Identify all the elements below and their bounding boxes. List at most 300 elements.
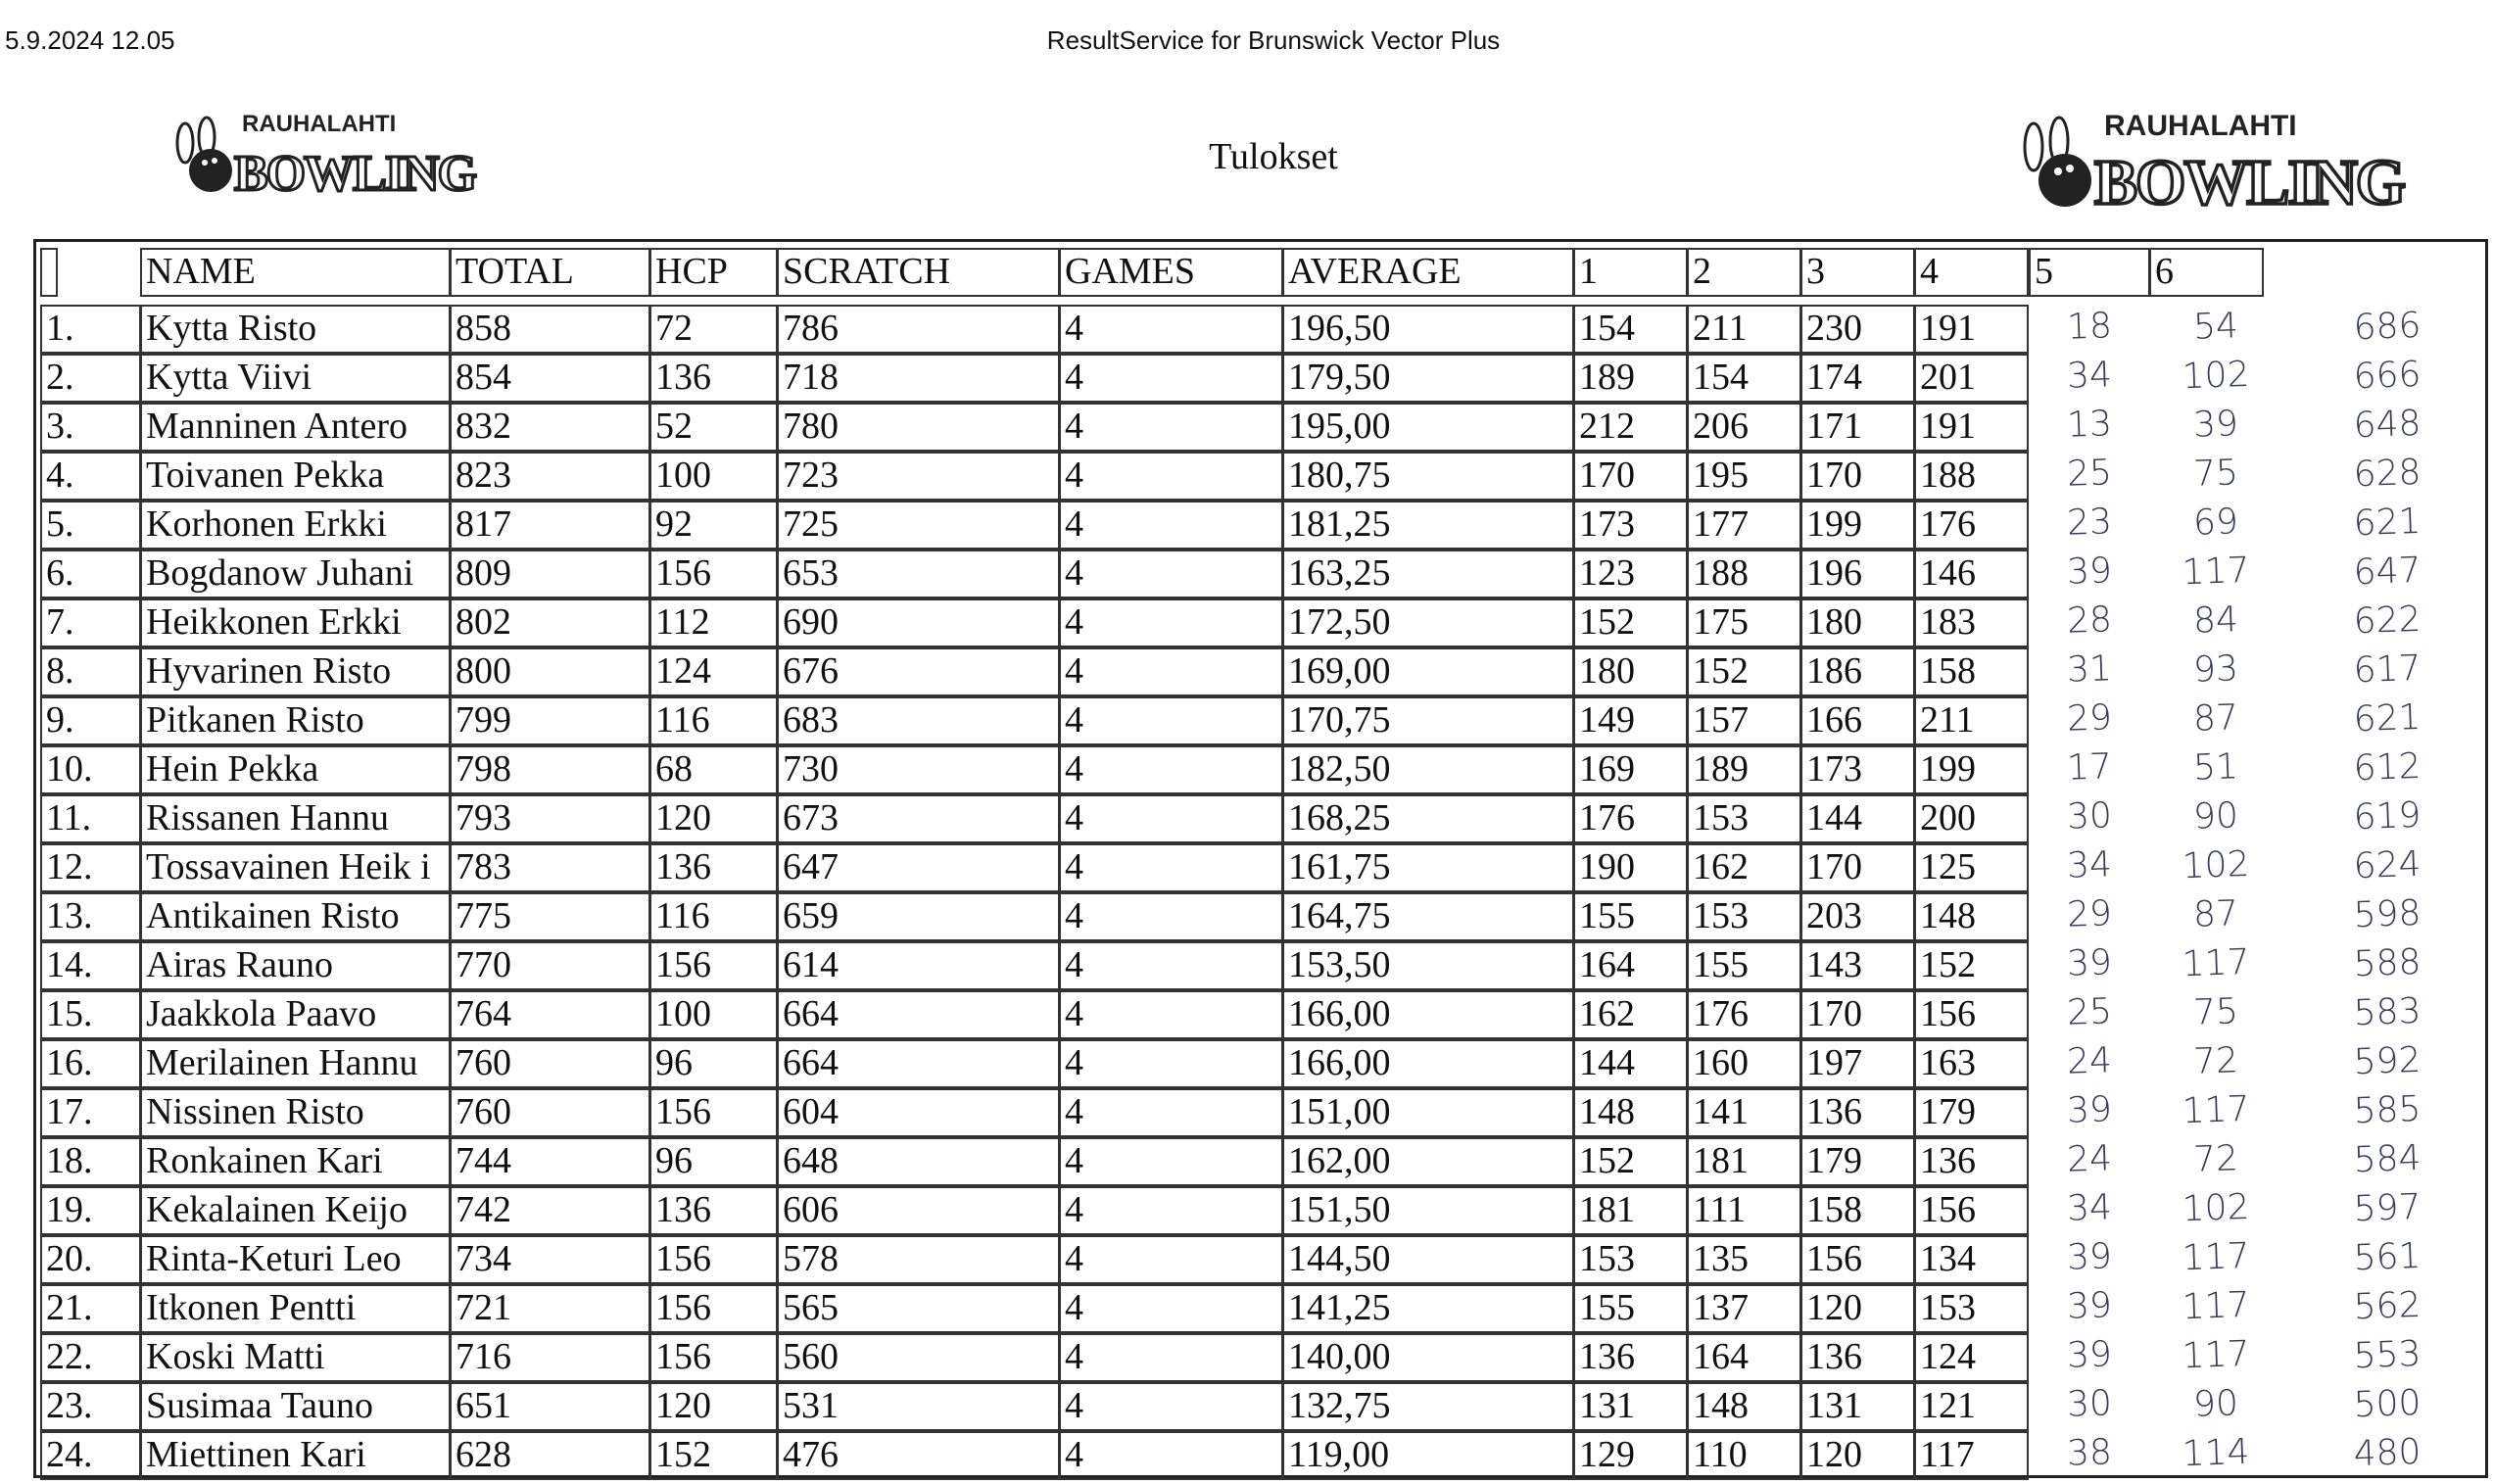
cell-g1: 189 bbox=[1573, 354, 1688, 403]
cell-g1: 144 bbox=[1573, 1039, 1688, 1088]
cell-g4: 191 bbox=[1914, 403, 2029, 452]
cell-name: Pitkanen Risto bbox=[140, 696, 451, 745]
cell-rank: 20. bbox=[40, 1235, 141, 1284]
cell-g3: 174 bbox=[1800, 354, 1915, 403]
cell-name: Jaakkola Paavo bbox=[140, 990, 451, 1039]
cell-rank: 23. bbox=[40, 1382, 141, 1431]
cell-total: 734 bbox=[450, 1235, 650, 1284]
cell-average: 164,75 bbox=[1282, 892, 1574, 941]
cell-scratch: 578 bbox=[777, 1235, 1060, 1284]
cell-games: 4 bbox=[1059, 647, 1283, 696]
cell-rank: 3. bbox=[40, 403, 141, 452]
cell-g1: 170 bbox=[1573, 452, 1688, 501]
cell-hcp: 156 bbox=[649, 1088, 778, 1137]
cell-rank: 10. bbox=[40, 745, 141, 794]
cell-total: 823 bbox=[450, 452, 650, 501]
handwritten-h6: 90 bbox=[2192, 1383, 2239, 1425]
cell-average: 163,25 bbox=[1282, 550, 1574, 598]
cell-g3: 136 bbox=[1800, 1088, 1915, 1137]
cell-g4: 152 bbox=[1914, 941, 2029, 990]
cell-g4: 148 bbox=[1914, 892, 2029, 941]
cell-rank: 15. bbox=[40, 990, 141, 1039]
cell-g3: 120 bbox=[1800, 1284, 1915, 1333]
handwritten-h5: 18 bbox=[2066, 306, 2113, 348]
cell-g2: 153 bbox=[1687, 794, 1801, 843]
cell-rank: 21. bbox=[40, 1284, 141, 1333]
cell-hcp: 96 bbox=[649, 1039, 778, 1088]
handwritten-h7: 553 bbox=[2352, 1333, 2422, 1377]
cell-rank: 4. bbox=[40, 452, 141, 501]
cell-rank: 16. bbox=[40, 1039, 141, 1088]
cell-g2: 164 bbox=[1687, 1333, 1801, 1382]
handwritten-h5: 31 bbox=[2066, 648, 2113, 691]
cell-hcp: 52 bbox=[649, 403, 778, 452]
handwritten-h5: 39 bbox=[2066, 942, 2113, 984]
cell-hcp: 100 bbox=[649, 990, 778, 1039]
cell-total: 793 bbox=[450, 794, 650, 843]
column-header-scratch: SCRATCH bbox=[777, 248, 1060, 297]
cell-g3: 173 bbox=[1800, 745, 1915, 794]
cell-name: Merilainen Hannu bbox=[140, 1039, 451, 1088]
handwritten-h6: 102 bbox=[2181, 843, 2251, 887]
column-header-game-3: 3 bbox=[1800, 248, 1915, 297]
cell-scratch: 659 bbox=[777, 892, 1060, 941]
handwritten-h6: 102 bbox=[2181, 1186, 2251, 1230]
cell-games: 4 bbox=[1059, 1235, 1283, 1284]
cell-g2: 189 bbox=[1687, 745, 1801, 794]
cell-scratch: 676 bbox=[777, 647, 1060, 696]
cell-g4: 176 bbox=[1914, 501, 2029, 550]
cell-g3: 144 bbox=[1800, 794, 1915, 843]
cell-g1: 149 bbox=[1573, 696, 1688, 745]
cell-total: 783 bbox=[450, 843, 650, 892]
cell-g2: 181 bbox=[1687, 1137, 1801, 1186]
handwritten-h7: 612 bbox=[2352, 745, 2422, 790]
handwritten-h6: 117 bbox=[2181, 1333, 2251, 1377]
cell-name: Hein Pekka bbox=[140, 745, 451, 794]
cell-average: 119,00 bbox=[1282, 1431, 1574, 1480]
page-title: Tulokset bbox=[1209, 136, 1338, 177]
handwritten-h7: 592 bbox=[2352, 1039, 2422, 1083]
logo-text-main: BOWLING bbox=[2094, 147, 2405, 212]
cell-average: 181,25 bbox=[1282, 501, 1574, 550]
cell-average: 182,50 bbox=[1282, 745, 1574, 794]
cell-total: 760 bbox=[450, 1039, 650, 1088]
handwritten-h6: 114 bbox=[2181, 1431, 2251, 1475]
cell-hcp: 124 bbox=[649, 647, 778, 696]
cell-hcp: 152 bbox=[649, 1431, 778, 1480]
cell-g4: 163 bbox=[1914, 1039, 2029, 1088]
cell-name: Miettinen Kari bbox=[140, 1431, 451, 1480]
cell-name: Heikkonen Erkki bbox=[140, 598, 451, 647]
cell-g1: 162 bbox=[1573, 990, 1688, 1039]
cell-scratch: 606 bbox=[777, 1186, 1060, 1235]
cell-total: 760 bbox=[450, 1088, 650, 1137]
cell-hcp: 136 bbox=[649, 354, 778, 403]
handwritten-h5: 25 bbox=[2066, 991, 2113, 1033]
cell-g4: 200 bbox=[1914, 794, 2029, 843]
cell-g1: 123 bbox=[1573, 550, 1688, 598]
cell-g4: 117 bbox=[1914, 1431, 2029, 1480]
cell-rank: 17. bbox=[40, 1088, 141, 1137]
handwritten-h7: 624 bbox=[2352, 843, 2422, 887]
cell-games: 4 bbox=[1059, 843, 1283, 892]
handwritten-h5: 39 bbox=[2066, 1285, 2113, 1327]
cell-hcp: 156 bbox=[649, 1333, 778, 1382]
cell-average: 140,00 bbox=[1282, 1333, 1574, 1382]
cell-total: 770 bbox=[450, 941, 650, 990]
cell-hcp: 120 bbox=[649, 1382, 778, 1431]
cell-scratch: 664 bbox=[777, 1039, 1060, 1088]
handwritten-h6: 117 bbox=[2181, 941, 2251, 985]
cell-average: 196,50 bbox=[1282, 305, 1574, 354]
cell-games: 4 bbox=[1059, 550, 1283, 598]
cell-g1: 180 bbox=[1573, 647, 1688, 696]
cell-g3: 156 bbox=[1800, 1235, 1915, 1284]
cell-g1: 154 bbox=[1573, 305, 1688, 354]
cell-scratch: 673 bbox=[777, 794, 1060, 843]
cell-total: 802 bbox=[450, 598, 650, 647]
cell-g3: 131 bbox=[1800, 1382, 1915, 1431]
cell-average: 144,50 bbox=[1282, 1235, 1574, 1284]
cell-hcp: 116 bbox=[649, 892, 778, 941]
handwritten-h7: 621 bbox=[2352, 696, 2422, 741]
column-header-hdr-blank bbox=[40, 248, 58, 297]
cell-games: 4 bbox=[1059, 1382, 1283, 1431]
cell-g1: 169 bbox=[1573, 745, 1688, 794]
handwritten-h5: 23 bbox=[2066, 502, 2113, 544]
cell-g1: 129 bbox=[1573, 1431, 1688, 1480]
print-timestamp: 5.9.2024 12.05 bbox=[5, 25, 175, 55]
cell-average: 166,00 bbox=[1282, 990, 1574, 1039]
cell-g2: 154 bbox=[1687, 354, 1801, 403]
handwritten-h7: 628 bbox=[2352, 452, 2422, 496]
cell-name: Ronkainen Kari bbox=[140, 1137, 451, 1186]
cell-g2: 162 bbox=[1687, 843, 1801, 892]
cell-games: 4 bbox=[1059, 1333, 1283, 1382]
cell-scratch: 683 bbox=[777, 696, 1060, 745]
cell-games: 4 bbox=[1059, 1088, 1283, 1137]
cell-g4: 125 bbox=[1914, 843, 2029, 892]
cell-scratch: 647 bbox=[777, 843, 1060, 892]
column-header-name: NAME bbox=[140, 248, 451, 297]
cell-games: 4 bbox=[1059, 696, 1283, 745]
handwritten-h5: 34 bbox=[2066, 844, 2113, 886]
cell-average: 132,75 bbox=[1282, 1382, 1574, 1431]
cell-g1: 176 bbox=[1573, 794, 1688, 843]
cell-games: 4 bbox=[1059, 1039, 1283, 1088]
handwritten-h6: 102 bbox=[2181, 354, 2251, 398]
column-header-games: GAMES bbox=[1059, 248, 1283, 297]
cell-g1: 164 bbox=[1573, 941, 1688, 990]
column-header-game-1: 1 bbox=[1573, 248, 1688, 297]
cell-hcp: 92 bbox=[649, 501, 778, 550]
cell-rank: 24. bbox=[40, 1431, 141, 1480]
cell-scratch: 718 bbox=[777, 354, 1060, 403]
cell-g4: 124 bbox=[1914, 1333, 2029, 1382]
handwritten-h7: 598 bbox=[2352, 892, 2422, 936]
cell-g1: 155 bbox=[1573, 1284, 1688, 1333]
cell-hcp: 96 bbox=[649, 1137, 778, 1186]
cell-rank: 13. bbox=[40, 892, 141, 941]
cell-rank: 2. bbox=[40, 354, 141, 403]
cell-rank: 14. bbox=[40, 941, 141, 990]
cell-name: Korhonen Erkki bbox=[140, 501, 451, 550]
cell-total: 832 bbox=[450, 403, 650, 452]
cell-total: 744 bbox=[450, 1137, 650, 1186]
handwritten-h6: 72 bbox=[2192, 1138, 2239, 1180]
handwritten-h6: 51 bbox=[2192, 746, 2239, 789]
cell-games: 4 bbox=[1059, 745, 1283, 794]
cell-g3: 230 bbox=[1800, 305, 1915, 354]
cell-total: 799 bbox=[450, 696, 650, 745]
cell-scratch: 614 bbox=[777, 941, 1060, 990]
cell-total: 858 bbox=[450, 305, 650, 354]
cell-g4: 156 bbox=[1914, 1186, 2029, 1235]
handwritten-h6: 75 bbox=[2192, 991, 2239, 1033]
cell-rank: 19. bbox=[40, 1186, 141, 1235]
cell-hcp: 72 bbox=[649, 305, 778, 354]
cell-g4: 134 bbox=[1914, 1235, 2029, 1284]
cell-games: 4 bbox=[1059, 892, 1283, 941]
cell-g4: 179 bbox=[1914, 1088, 2029, 1137]
cell-total: 716 bbox=[450, 1333, 650, 1382]
handwritten-h6: 93 bbox=[2192, 648, 2239, 691]
cell-name: Manninen Antero bbox=[140, 403, 451, 452]
cell-total: 809 bbox=[450, 550, 650, 598]
cell-rank: 1. bbox=[40, 305, 141, 354]
cell-name: Hyvarinen Risto bbox=[140, 647, 451, 696]
cell-g1: 152 bbox=[1573, 1137, 1688, 1186]
handwritten-h5: 28 bbox=[2066, 599, 2113, 642]
cell-g3: 196 bbox=[1800, 550, 1915, 598]
cell-scratch: 690 bbox=[777, 598, 1060, 647]
cell-name: Airas Rauno bbox=[140, 941, 451, 990]
cell-total: 798 bbox=[450, 745, 650, 794]
handwritten-h6: 69 bbox=[2192, 502, 2239, 544]
cell-hcp: 136 bbox=[649, 1186, 778, 1235]
handwritten-h7: 617 bbox=[2352, 647, 2422, 692]
cell-average: 151,00 bbox=[1282, 1088, 1574, 1137]
handwritten-h7: 584 bbox=[2352, 1137, 2422, 1181]
handwritten-h5: 24 bbox=[2066, 1138, 2113, 1180]
cell-g3: 171 bbox=[1800, 403, 1915, 452]
cell-total: 764 bbox=[450, 990, 650, 1039]
cell-g2: 160 bbox=[1687, 1039, 1801, 1088]
cell-g2: 155 bbox=[1687, 941, 1801, 990]
cell-average: 161,75 bbox=[1282, 843, 1574, 892]
cell-games: 4 bbox=[1059, 305, 1283, 354]
cell-g2: 153 bbox=[1687, 892, 1801, 941]
cell-games: 4 bbox=[1059, 452, 1283, 501]
handwritten-h7: 583 bbox=[2352, 990, 2422, 1034]
handwritten-h6: 117 bbox=[2181, 1235, 2251, 1279]
cell-g1: 173 bbox=[1573, 501, 1688, 550]
cell-g1: 136 bbox=[1573, 1333, 1688, 1382]
cell-total: 817 bbox=[450, 501, 650, 550]
handwritten-h6: 39 bbox=[2192, 404, 2239, 446]
cell-total: 651 bbox=[450, 1382, 650, 1431]
cell-name: Toivanen Pekka bbox=[140, 452, 451, 501]
cell-average: 168,25 bbox=[1282, 794, 1574, 843]
logo-text-top: RAUHALAHTI bbox=[2104, 110, 2297, 142]
handwritten-h7: 622 bbox=[2352, 598, 2422, 643]
cell-hcp: 112 bbox=[649, 598, 778, 647]
cell-average: 153,50 bbox=[1282, 941, 1574, 990]
cell-scratch: 560 bbox=[777, 1333, 1060, 1382]
handwritten-h7: 666 bbox=[2352, 354, 2422, 398]
cell-scratch: 565 bbox=[777, 1284, 1060, 1333]
cell-games: 4 bbox=[1059, 354, 1283, 403]
handwritten-h6: 84 bbox=[2192, 599, 2239, 642]
column-header-game-4: 4 bbox=[1914, 248, 2029, 297]
handwritten-h7: 619 bbox=[2352, 794, 2422, 838]
cell-hcp: 136 bbox=[649, 843, 778, 892]
handwritten-h7: 597 bbox=[2352, 1186, 2422, 1230]
handwritten-h7: 562 bbox=[2352, 1284, 2422, 1328]
handwritten-h7: 588 bbox=[2352, 941, 2422, 985]
cell-rank: 18. bbox=[40, 1137, 141, 1186]
cell-g3: 170 bbox=[1800, 990, 1915, 1039]
cell-scratch: 476 bbox=[777, 1431, 1060, 1480]
cell-g1: 212 bbox=[1573, 403, 1688, 452]
cell-name: Koski Matti bbox=[140, 1333, 451, 1382]
cell-hcp: 116 bbox=[649, 696, 778, 745]
logo-text-top: RAUHALAHTI bbox=[242, 111, 397, 137]
cell-games: 4 bbox=[1059, 598, 1283, 647]
handwritten-h6: 87 bbox=[2192, 893, 2239, 935]
cell-scratch: 725 bbox=[777, 501, 1060, 550]
cell-g3: 179 bbox=[1800, 1137, 1915, 1186]
cell-g3: 197 bbox=[1800, 1039, 1915, 1088]
cell-hcp: 68 bbox=[649, 745, 778, 794]
handwritten-h7: 621 bbox=[2352, 501, 2422, 545]
handwritten-h6: 87 bbox=[2192, 697, 2239, 740]
cell-g2: 137 bbox=[1687, 1284, 1801, 1333]
handwritten-h5: 30 bbox=[2066, 1383, 2113, 1425]
cell-scratch: 780 bbox=[777, 403, 1060, 452]
column-header-game-2: 2 bbox=[1687, 248, 1801, 297]
cell-games: 4 bbox=[1059, 1284, 1283, 1333]
cell-scratch: 723 bbox=[777, 452, 1060, 501]
cell-g2: 157 bbox=[1687, 696, 1801, 745]
handwritten-h5: 29 bbox=[2066, 893, 2113, 935]
handwritten-h6: 117 bbox=[2181, 1284, 2251, 1328]
cell-total: 775 bbox=[450, 892, 650, 941]
cell-g2: 135 bbox=[1687, 1235, 1801, 1284]
handwritten-h7: 648 bbox=[2352, 403, 2422, 447]
cell-average: 151,50 bbox=[1282, 1186, 1574, 1235]
handwritten-h7: 686 bbox=[2352, 305, 2422, 349]
handwritten-h7: 500 bbox=[2352, 1382, 2422, 1426]
cell-g3: 170 bbox=[1800, 452, 1915, 501]
cell-average: 180,75 bbox=[1282, 452, 1574, 501]
cell-total: 721 bbox=[450, 1284, 650, 1333]
cell-scratch: 653 bbox=[777, 550, 1060, 598]
cell-games: 4 bbox=[1059, 941, 1283, 990]
handwritten-h5: 39 bbox=[2066, 1334, 2113, 1376]
cell-rank: 12. bbox=[40, 843, 141, 892]
cell-average: 179,50 bbox=[1282, 354, 1574, 403]
cell-rank: 6. bbox=[40, 550, 141, 598]
cell-name: Rinta-Keturi Leo bbox=[140, 1235, 451, 1284]
handwritten-h7: 585 bbox=[2352, 1088, 2422, 1132]
handwritten-h5: 39 bbox=[2066, 551, 2113, 593]
cell-g3: 143 bbox=[1800, 941, 1915, 990]
handwritten-h5: 38 bbox=[2066, 1432, 2113, 1474]
cell-g2: 206 bbox=[1687, 403, 1801, 452]
cell-total: 800 bbox=[450, 647, 650, 696]
cell-g4: 121 bbox=[1914, 1382, 2029, 1431]
cell-games: 4 bbox=[1059, 1186, 1283, 1235]
cell-average: 169,00 bbox=[1282, 647, 1574, 696]
cell-hcp: 120 bbox=[649, 794, 778, 843]
handwritten-h6: 90 bbox=[2192, 795, 2239, 838]
cell-g3: 120 bbox=[1800, 1431, 1915, 1480]
cell-g3: 186 bbox=[1800, 647, 1915, 696]
column-header-game-5: 5 bbox=[2029, 248, 2150, 297]
cell-g2: 152 bbox=[1687, 647, 1801, 696]
handwritten-h6: 75 bbox=[2192, 453, 2239, 495]
cell-g3: 180 bbox=[1800, 598, 1915, 647]
cell-name: Tossavainen Heik i bbox=[140, 843, 451, 892]
handwritten-h5: 29 bbox=[2066, 697, 2113, 740]
cell-average: 162,00 bbox=[1282, 1137, 1574, 1186]
column-header-game-6: 6 bbox=[2149, 248, 2264, 297]
cell-g4: 211 bbox=[1914, 696, 2029, 745]
cell-games: 4 bbox=[1059, 990, 1283, 1039]
cell-rank: 8. bbox=[40, 647, 141, 696]
cell-g3: 170 bbox=[1800, 843, 1915, 892]
cell-g4: 146 bbox=[1914, 550, 2029, 598]
cell-total: 854 bbox=[450, 354, 650, 403]
cell-average: 195,00 bbox=[1282, 403, 1574, 452]
cell-scratch: 648 bbox=[777, 1137, 1060, 1186]
cell-g2: 110 bbox=[1687, 1431, 1801, 1480]
cell-hcp: 156 bbox=[649, 1284, 778, 1333]
cell-g3: 203 bbox=[1800, 892, 1915, 941]
cell-rank: 7. bbox=[40, 598, 141, 647]
cell-hcp: 156 bbox=[649, 1235, 778, 1284]
cell-g1: 153 bbox=[1573, 1235, 1688, 1284]
cell-games: 4 bbox=[1059, 1137, 1283, 1186]
bowling-logo-right bbox=[2018, 104, 2429, 212]
cell-g2: 148 bbox=[1687, 1382, 1801, 1431]
cell-name: Itkonen Pentti bbox=[140, 1284, 451, 1333]
cell-total: 628 bbox=[450, 1431, 650, 1480]
handwritten-h5: 39 bbox=[2066, 1089, 2113, 1131]
handwritten-h5: 13 bbox=[2066, 404, 2113, 446]
handwritten-h5: 30 bbox=[2066, 795, 2113, 838]
cell-scratch: 664 bbox=[777, 990, 1060, 1039]
cell-rank: 5. bbox=[40, 501, 141, 550]
bowling-pins-icon bbox=[2025, 118, 2091, 207]
handwritten-h7: 480 bbox=[2352, 1431, 2422, 1475]
handwritten-h6: 117 bbox=[2181, 550, 2251, 594]
cell-g1: 181 bbox=[1573, 1186, 1688, 1235]
cell-g4: 156 bbox=[1914, 990, 2029, 1039]
cell-g2: 176 bbox=[1687, 990, 1801, 1039]
handwritten-h5: 34 bbox=[2066, 1187, 2113, 1229]
cell-name: Kytta Viivi bbox=[140, 354, 451, 403]
cell-average: 170,75 bbox=[1282, 696, 1574, 745]
cell-hcp: 156 bbox=[649, 550, 778, 598]
cell-g3: 199 bbox=[1800, 501, 1915, 550]
column-header-average: AVERAGE bbox=[1282, 248, 1574, 297]
cell-games: 4 bbox=[1059, 794, 1283, 843]
cell-name: Antikainen Risto bbox=[140, 892, 451, 941]
cell-g4: 153 bbox=[1914, 1284, 2029, 1333]
